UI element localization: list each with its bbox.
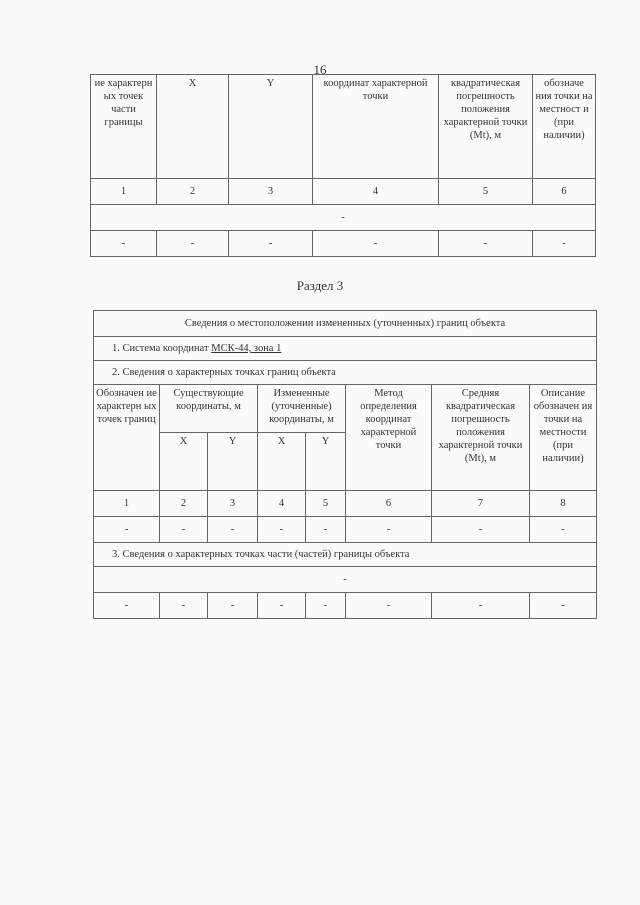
t2-cell: - <box>530 517 597 543</box>
t2-cell: - <box>258 517 306 543</box>
t2-part-cell: - <box>258 593 306 619</box>
t1-num-4: 4 <box>313 179 439 205</box>
table-row <box>94 567 597 593</box>
t1-cell: - <box>439 231 533 257</box>
t2-cell: - <box>306 517 346 543</box>
t2-part-cell: - <box>346 593 432 619</box>
t2-part-cell: - <box>306 593 346 619</box>
t2-part-cell: - <box>94 593 160 619</box>
table-row <box>94 543 597 567</box>
t1-cell: - <box>229 231 313 257</box>
t1-num-5: 5 <box>439 179 533 205</box>
t1-header-designation: ие характерн ых точек части границы <box>91 75 157 179</box>
t2-header-existing-x: X <box>160 433 208 491</box>
page-number: 16 <box>313 62 327 77</box>
coord-system-label: 1. Система координат <box>112 343 212 354</box>
t2-coord-system <box>94 337 597 361</box>
section-title: Раздел 3 <box>296 278 344 293</box>
t2-header-designation: Обозначен ие характерн ых точек границ <box>94 385 160 491</box>
t1-cell: - <box>533 231 596 257</box>
table-2 <box>93 310 597 619</box>
t2-num-8: 8 <box>530 491 597 517</box>
t2-num-7: 7 <box>432 491 530 517</box>
t2-num-1: 1 <box>94 491 160 517</box>
t2-num-4: 4 <box>258 491 306 517</box>
t2-cell: - <box>94 517 160 543</box>
table-row <box>91 205 596 231</box>
t1-num-6: 6 <box>533 179 596 205</box>
table-row <box>91 231 596 257</box>
t2-cell: - <box>208 517 258 543</box>
table-1 <box>90 74 596 257</box>
t2-header-changed: Измененные (уточненные) координаты, м <box>258 385 346 433</box>
table-row <box>91 75 596 179</box>
table-row <box>94 491 597 517</box>
t1-cell: - <box>157 231 229 257</box>
t1-cell: - <box>313 231 439 257</box>
table-row <box>94 337 597 361</box>
t2-header-method: Метод определения координат характерной точки <box>346 385 432 491</box>
t1-num-1: 1 <box>91 179 157 205</box>
t2-cell: - <box>160 517 208 543</box>
t2-cell: - <box>432 517 530 543</box>
t2-header-existing: Существующие координаты, м <box>160 385 258 433</box>
t2-part-merged-cell: - <box>94 567 597 593</box>
t2-part-cell: - <box>160 593 208 619</box>
t2-points-title: 2. Сведения о характерных точках границ объекта <box>94 361 597 385</box>
t2-title: Сведения о местоположении измененных (уточненных) границ объекта <box>94 311 597 337</box>
t2-cell: - <box>346 517 432 543</box>
t2-num-2: 2 <box>160 491 208 517</box>
t1-header-x: X <box>157 75 229 179</box>
t2-part-cell: - <box>208 593 258 619</box>
t1-num-3: 3 <box>229 179 313 205</box>
t2-part-cell: - <box>530 593 597 619</box>
t2-num-6: 6 <box>346 491 432 517</box>
t2-header-existing-y: Y <box>208 433 258 491</box>
t1-header-y: Y <box>229 75 313 179</box>
t2-header-changed-x: X <box>258 433 306 491</box>
table-row <box>94 361 597 385</box>
t2-num-5: 5 <box>306 491 346 517</box>
table-row <box>94 311 597 337</box>
t2-header-error: Средняя квадратическая погрешность положения характерной точки (Mt), м <box>432 385 530 491</box>
table-row <box>94 593 597 619</box>
coord-system-value: МСК-44, зона 1 <box>211 343 282 354</box>
t2-part-title: 3. Сведения о характерных точках части (частей) границы объекта <box>94 543 597 567</box>
t1-header-description: обозначе ния точки на местност и (при наличии) <box>533 75 596 179</box>
t2-num-3: 3 <box>208 491 258 517</box>
t1-header-error: квадратическая погрешность положения характерной точки (Mt), м <box>439 75 533 179</box>
table-row <box>91 179 596 205</box>
table-row <box>94 517 597 543</box>
t1-header-method: координат характерной точки <box>313 75 439 179</box>
t1-num-2: 2 <box>157 179 229 205</box>
t2-header-changed-y: Y <box>306 433 346 491</box>
t1-merged-cell: - <box>91 205 596 231</box>
t2-part-cell: - <box>432 593 530 619</box>
table-row <box>94 385 597 433</box>
t1-cell: - <box>91 231 157 257</box>
t2-header-description: Описание обозначен ия точки на местности (при наличии) <box>530 385 597 491</box>
